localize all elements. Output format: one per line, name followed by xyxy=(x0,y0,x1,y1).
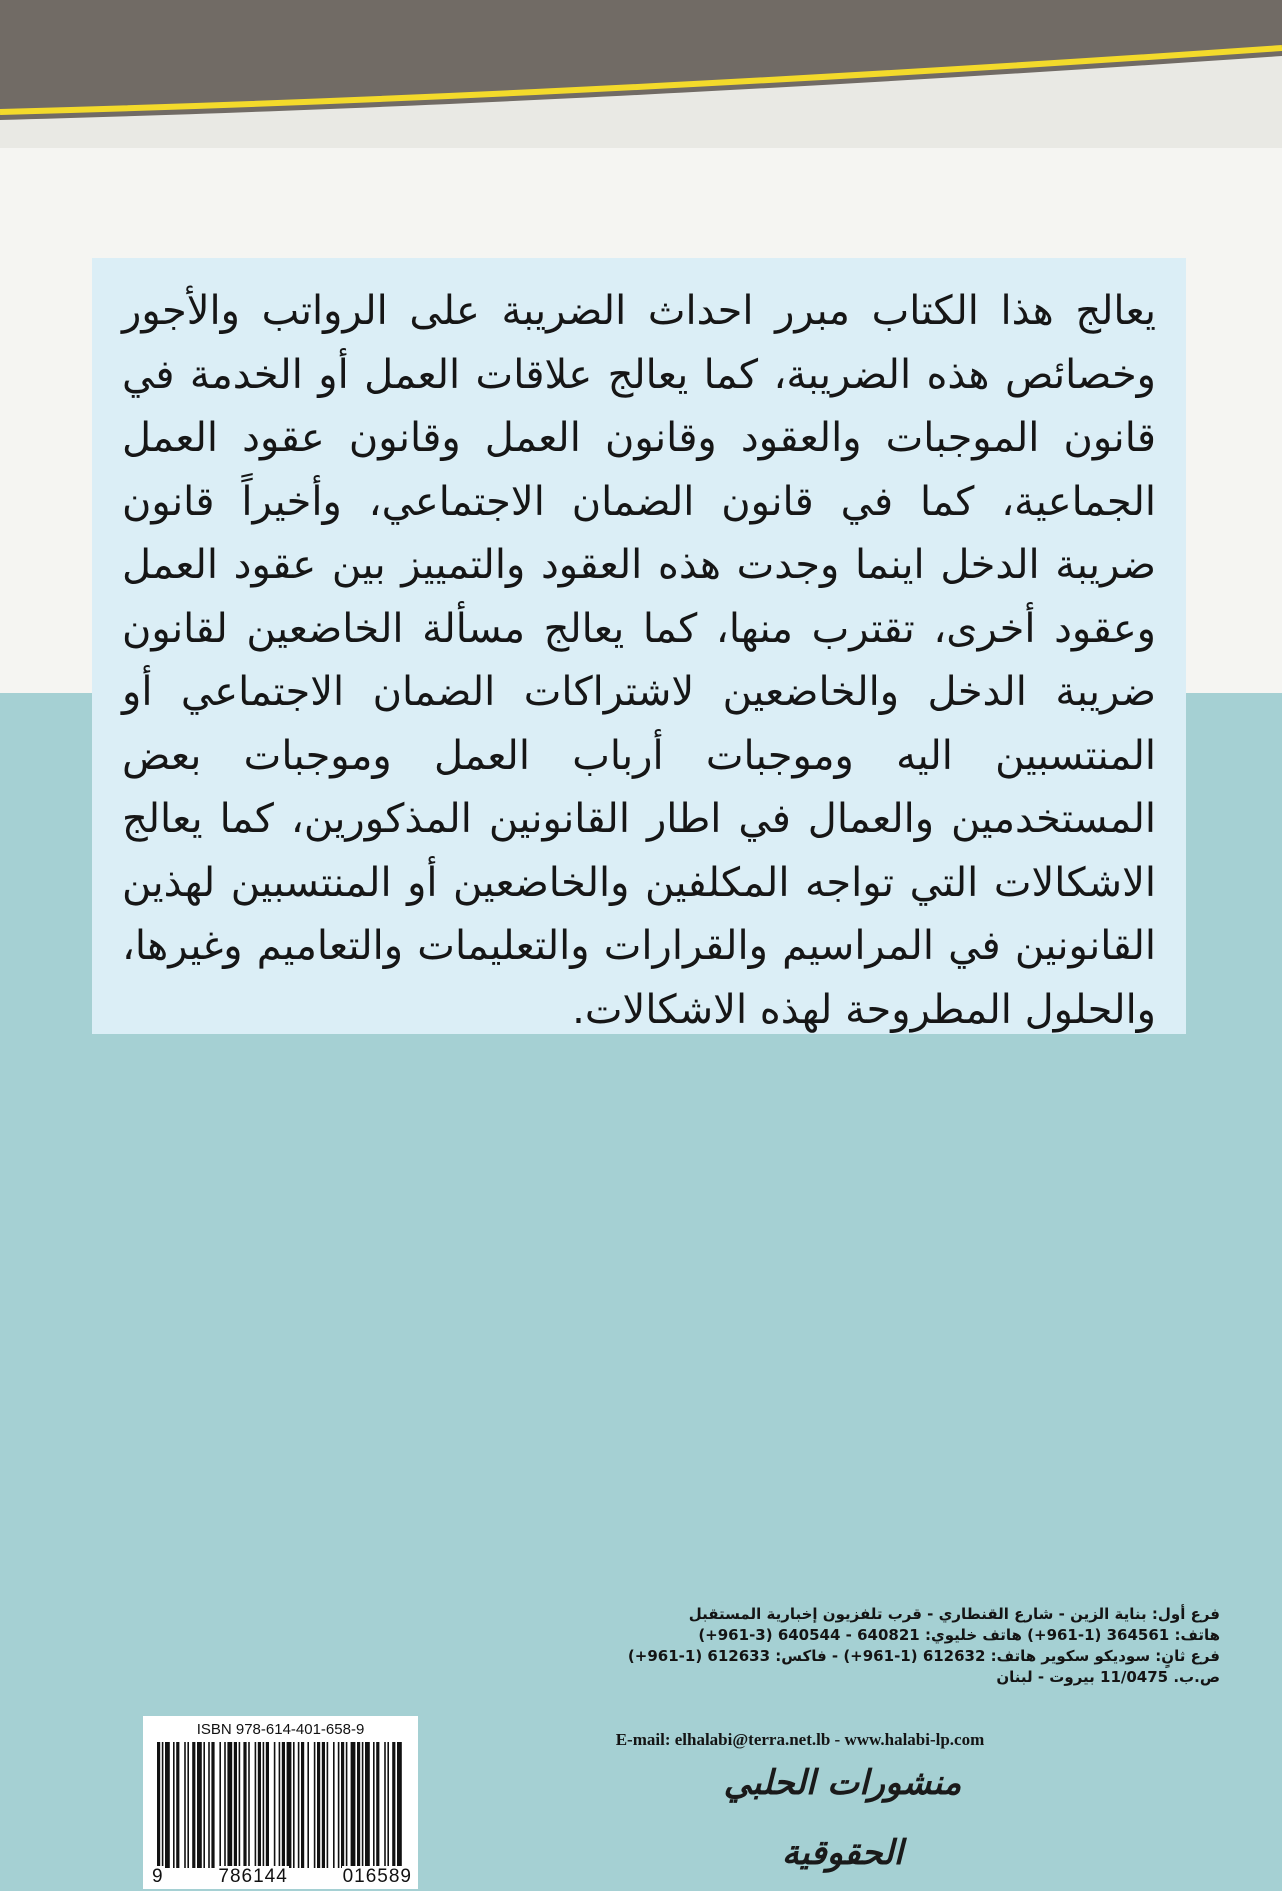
barcode-bar xyxy=(176,1742,179,1868)
barcode-bar xyxy=(293,1742,295,1868)
barcode-bar xyxy=(208,1742,210,1868)
barcode-bar xyxy=(274,1742,276,1868)
barcode-bar xyxy=(248,1742,250,1868)
barcode-bar xyxy=(362,1742,364,1868)
barcode-bar xyxy=(376,1742,379,1868)
barcode-bar xyxy=(192,1742,195,1868)
address-line-4: ص.ب. 11/0475 بيروت - لبنان xyxy=(996,1668,1220,1686)
barcode-bar xyxy=(258,1742,261,1868)
barcode-bars xyxy=(153,1742,408,1870)
barcode-bar xyxy=(219,1742,221,1868)
barcode-bar xyxy=(266,1742,269,1868)
barcode-bar xyxy=(197,1742,202,1868)
contact-line: E-mail: elhalabi@terra.net.lb - www.halabi-lp.com xyxy=(615,1730,985,1749)
barcode-bar xyxy=(157,1742,160,1868)
barcode-bar xyxy=(173,1742,175,1868)
barcode-bar xyxy=(184,1742,186,1868)
publisher-logo: منشورات الحلبي الحقوقية xyxy=(723,1763,962,1873)
barcode-bar xyxy=(338,1742,340,1868)
barcode-bar xyxy=(351,1742,356,1868)
barcode-bar xyxy=(263,1742,265,1868)
barcode-bar xyxy=(322,1742,325,1868)
barcode-bar xyxy=(341,1742,344,1868)
barcode-bar xyxy=(384,1742,386,1868)
barcode-digit-right: 016589 xyxy=(342,1866,412,1887)
yellow-accent-stripe xyxy=(0,0,1282,148)
barcode-bar xyxy=(234,1742,237,1868)
barcode-bar xyxy=(187,1742,189,1868)
barcode-bar xyxy=(301,1742,304,1868)
barcode-bar xyxy=(314,1742,316,1868)
barcode-bar xyxy=(282,1742,285,1868)
barcode-bar xyxy=(243,1742,246,1868)
barcode-bar xyxy=(365,1742,370,1868)
barcode-bar xyxy=(333,1742,335,1868)
blurb-text: يعالج هذا الكتاب مبرر احداث الضريبة على الرواتب والأجور وخصائص هذه الضريبة، كما يعالج علاقات العمل أو الخدمة في قانون الموجبات والعقود وقانون العمل وقانون عقود العمل الجماعية، كما في قانون الضمان الاجتماعي، وأخيراً قانون ضريبة الدخل اينما وجدت هذه العقود والتمييز بين عقود العمل وعقود أخرى، تقترب منها، كما يعالج مسألة الخاضعين لقانون ضريبة الدخل والخاضعين لاشتراكات الضمان الاجتماعي أو المنتسبين اليه وموجبات أرباب العمل وموجبات بعض المستخدمين والعمال في اطار القانونين المذكورين، كما يعالج الاشكالات التي تواجه المكلفين والخاضعين أو المنتسبين لهذين القانونين في المراسيم والقرارات والتعليمات والتعاميم وغيرها، والحلول المطروحة لهذه الاشكالات. xyxy=(122,288,1156,1033)
barcode-bar xyxy=(346,1742,348,1868)
barcode-bar xyxy=(373,1742,375,1868)
barcode-bar xyxy=(392,1742,395,1868)
barcode-bar xyxy=(239,1742,241,1868)
barcode-digit-left: 786144 xyxy=(218,1866,288,1887)
barcode-bar xyxy=(357,1742,360,1868)
barcode-bar xyxy=(165,1742,170,1868)
barcode-digits xyxy=(151,1866,413,1888)
barcode-bar xyxy=(307,1742,309,1868)
barcode-bar xyxy=(279,1742,281,1868)
isbn-label: ISBN 978-614-401-658-9 xyxy=(196,1721,365,1738)
barcode-bar xyxy=(298,1742,300,1868)
barcode-bar xyxy=(203,1742,205,1868)
barcode-bar xyxy=(287,1742,292,1868)
barcode-bar xyxy=(224,1742,226,1868)
address-line-2: هاتف: 364561 (1-961+) هاتف خليوي: 640821 - 640544 (3-961+) xyxy=(698,1626,1220,1644)
barcode-bar xyxy=(255,1742,257,1868)
barcode xyxy=(143,1716,418,1889)
barcode-bar xyxy=(397,1742,402,1868)
publisher-address xyxy=(500,1604,1220,1688)
blurb-box xyxy=(92,258,1186,1034)
address-line-1: فرع أول: بناية الزين - شارع القنطاري - قرب تلفزيون إخبارية المستقبل xyxy=(688,1605,1220,1623)
barcode-bar xyxy=(211,1742,214,1868)
barcode-bar xyxy=(317,1742,320,1868)
barcode-bar xyxy=(227,1742,232,1868)
barcode-bar xyxy=(387,1742,389,1868)
barcode-bar xyxy=(327,1742,329,1868)
barcode-digit-lead: 9 xyxy=(152,1866,164,1887)
barcode-bar xyxy=(162,1742,164,1868)
address-line-3: فرع ثانٍ: سوديكو سكوير هاتف: 612632 (1-961+) - فاكس: 612633 (1-961+) xyxy=(627,1647,1220,1665)
